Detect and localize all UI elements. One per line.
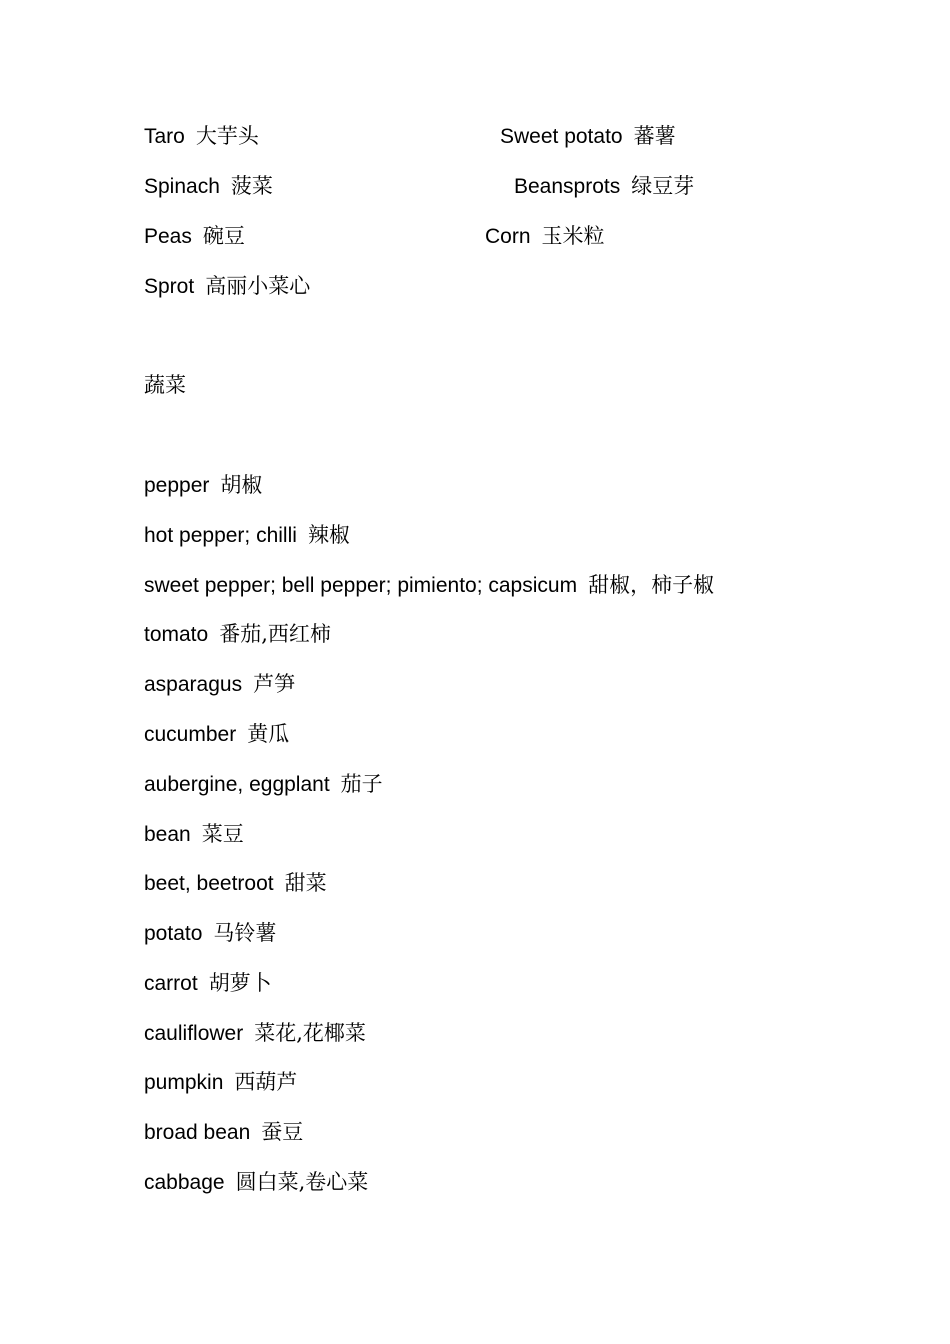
chinese-term: 胡萝卜 (208, 971, 272, 995)
vocab-entry (144, 824, 244, 845)
vocab-entry (144, 873, 327, 894)
english-term: cauliflower (144, 1022, 244, 1045)
english-term: pepper (144, 474, 210, 497)
vocab-entry (144, 674, 295, 695)
vocab-entry (144, 774, 383, 795)
chinese-term: 马铃薯 (213, 921, 277, 945)
vocab-entry (144, 1122, 303, 1143)
english-term: pumpkin (144, 1071, 224, 1094)
vocab-entry (144, 575, 714, 596)
vocab-entry-spinach (144, 176, 273, 197)
chinese-term: 甜椒，柿子椒 (588, 573, 715, 597)
english-term: cucumber (144, 723, 237, 746)
english-term: carrot (144, 972, 198, 995)
vocab-entry (144, 624, 331, 645)
chinese-term: 蕃薯 (633, 124, 676, 148)
vocab-entry-peas (144, 226, 245, 247)
section-heading (144, 375, 186, 396)
chinese-term: 圆白菜,卷心菜 (235, 1170, 369, 1194)
section-heading-text: 蔬菜 (144, 373, 186, 397)
chinese-term: 辣椒 (307, 523, 350, 547)
vocab-entry (144, 973, 272, 994)
chinese-term: 甜菜 (284, 871, 327, 895)
chinese-term: 菜花,花椰菜 (254, 1021, 366, 1045)
english-term: tomato (144, 623, 209, 646)
chinese-term: 玉米粒 (541, 224, 605, 248)
chinese-term: 高丽小菜心 (205, 274, 311, 298)
english-term: Peas (144, 225, 192, 248)
chinese-term: 黄瓜 (247, 722, 290, 746)
english-term: Corn (485, 225, 531, 248)
vocab-entry-taro (144, 126, 259, 147)
chinese-term: 西葫芦 (234, 1070, 298, 1094)
chinese-term: 胡椒 (220, 473, 263, 497)
chinese-term: 菠菜 (230, 174, 273, 198)
vocab-entry-beansprots (514, 176, 694, 197)
english-term: Sweet potato (500, 125, 623, 148)
english-term: Spinach (144, 175, 220, 198)
english-term: bean (144, 823, 191, 846)
english-term: potato (144, 922, 203, 945)
vocab-entry (144, 1072, 297, 1093)
english-term: beet, beetroot (144, 872, 274, 895)
vocab-entry (144, 724, 289, 745)
chinese-term: 蚕豆 (261, 1120, 304, 1144)
english-term: cabbage (144, 1171, 225, 1194)
vocab-entry-sprot (144, 276, 310, 297)
english-term: asparagus (144, 673, 243, 696)
vocab-entry-corn (485, 226, 605, 247)
vocab-entry (144, 525, 350, 546)
english-term: Beansprots (514, 175, 621, 198)
english-term: sweet pepper; bell pepper; pimiento; capsicum (144, 574, 578, 597)
english-term: broad bean (144, 1121, 251, 1144)
vocab-entry (144, 1172, 368, 1193)
vocab-entry-sweet-potato (500, 126, 676, 147)
chinese-term: 大芋头 (195, 124, 259, 148)
english-term: hot pepper; chilli (144, 524, 297, 547)
english-term: Taro (144, 125, 185, 148)
vocab-entry (144, 923, 276, 944)
chinese-term: 碗豆 (202, 224, 245, 248)
english-term: Sprot (144, 275, 195, 298)
chinese-term: 绿豆芽 (631, 174, 695, 198)
vocab-entry (144, 475, 262, 496)
vocab-entry (144, 1023, 366, 1044)
chinese-term: 芦笋 (253, 672, 296, 696)
chinese-term: 菜豆 (201, 822, 244, 846)
english-term: aubergine, eggplant (144, 773, 330, 796)
chinese-term: 茄子 (340, 772, 383, 796)
chinese-term: 番茄,西红柿 (219, 622, 331, 646)
